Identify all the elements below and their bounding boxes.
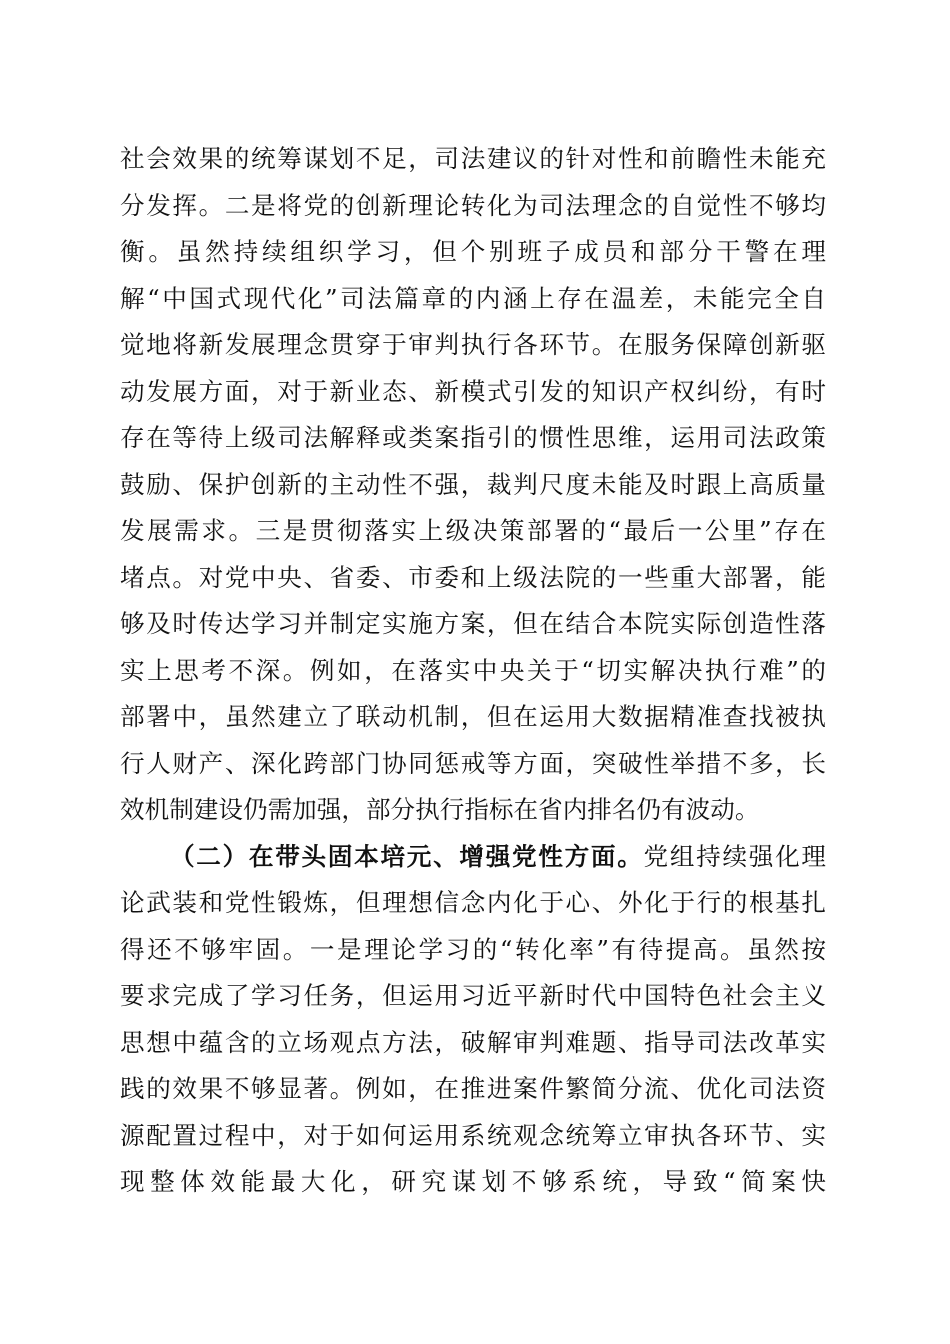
paragraph-line: 动发展方面，对于新业态、新模式引发的知识产权纠纷，有时 (120, 376, 826, 406)
section-first-line (120, 834, 826, 881)
paragraph-line: 源配置过程中，对于如何运用系统观念统筹立审执各环节、实 (120, 1120, 826, 1150)
paragraph-line: 践的效果不够显著。例如，在推进案件繁简分流、优化司法资 (120, 1074, 826, 1103)
paragraph-line: 衡。虽然持续组织学习，但个别班子成员和部分干警在理 (120, 237, 826, 266)
paragraph-line: 觉地将新发展理念贯穿于审判执行各环节。在服务保障创新驱 (120, 330, 826, 359)
paragraph-line: 社会效果的统筹谋划不足，司法建议的针对性和前瞻性未能充 (120, 144, 826, 173)
paragraph-line: 部署中，虽然建立了联动机制，但在运用大数据精准查找被执 (120, 702, 826, 731)
paragraph-line: 现整体效能最大化，研究谋划不够系统，导致“简案快 (120, 1167, 826, 1196)
paragraph-line: 堵点。对党中央、省委、市委和上级法院的一些重大部署，能 (120, 562, 826, 592)
section-first-line-rest: 党组持续强化理 (643, 841, 826, 871)
paragraph-line: 思想中蕴含的立场观点方法，破解审判难题、指导司法改革实 (120, 1027, 826, 1057)
paragraph-line: 发展需求。三是贯彻落实上级决策部署的“最后一公里”存在 (120, 516, 826, 545)
paragraph-line: 效机制建设仍需加强，部分执行指标在省内排名仍有波动。 (120, 795, 760, 824)
paragraph-line: 要求完成了学习任务，但运用习近平新时代中国特色社会主义 (120, 981, 826, 1010)
paragraph-line: 够及时传达学习并制定实施方案，但在结合本院实际创造性落 (120, 609, 826, 638)
paragraph-line: 存在等待上级司法解释或类案指引的惯性思维，运用司法政策 (120, 423, 826, 452)
paragraph-line: 实上思考不深。例如，在落实中央关于“切实解决执行难”的 (120, 655, 826, 685)
section-heading: （二）在带头固本培元、增强党性方面。 (170, 841, 644, 871)
paragraph-line: 分发挥。二是将党的创新理论转化为司法理念的自觉性不够均 (120, 190, 826, 220)
paragraph-line: 论武装和党性锻炼，但理想信念内化于心、外化于行的根基扎 (120, 888, 826, 917)
paragraph-line: 鼓励、保护创新的主动性不强，裁判尺度未能及时跟上高质量 (120, 469, 826, 499)
document-body (120, 136, 826, 1206)
paragraph-line: 行人财产、深化跨部门协同惩戒等方面，突破性举措不多，长 (120, 748, 826, 778)
paragraph-line: 解“中国式现代化”司法篇章的内涵上存在温差，未能完全自 (120, 283, 826, 313)
paragraph-line: 得还不够牢固。一是理论学习的“转化率”有待提高。虽然按 (120, 934, 826, 964)
